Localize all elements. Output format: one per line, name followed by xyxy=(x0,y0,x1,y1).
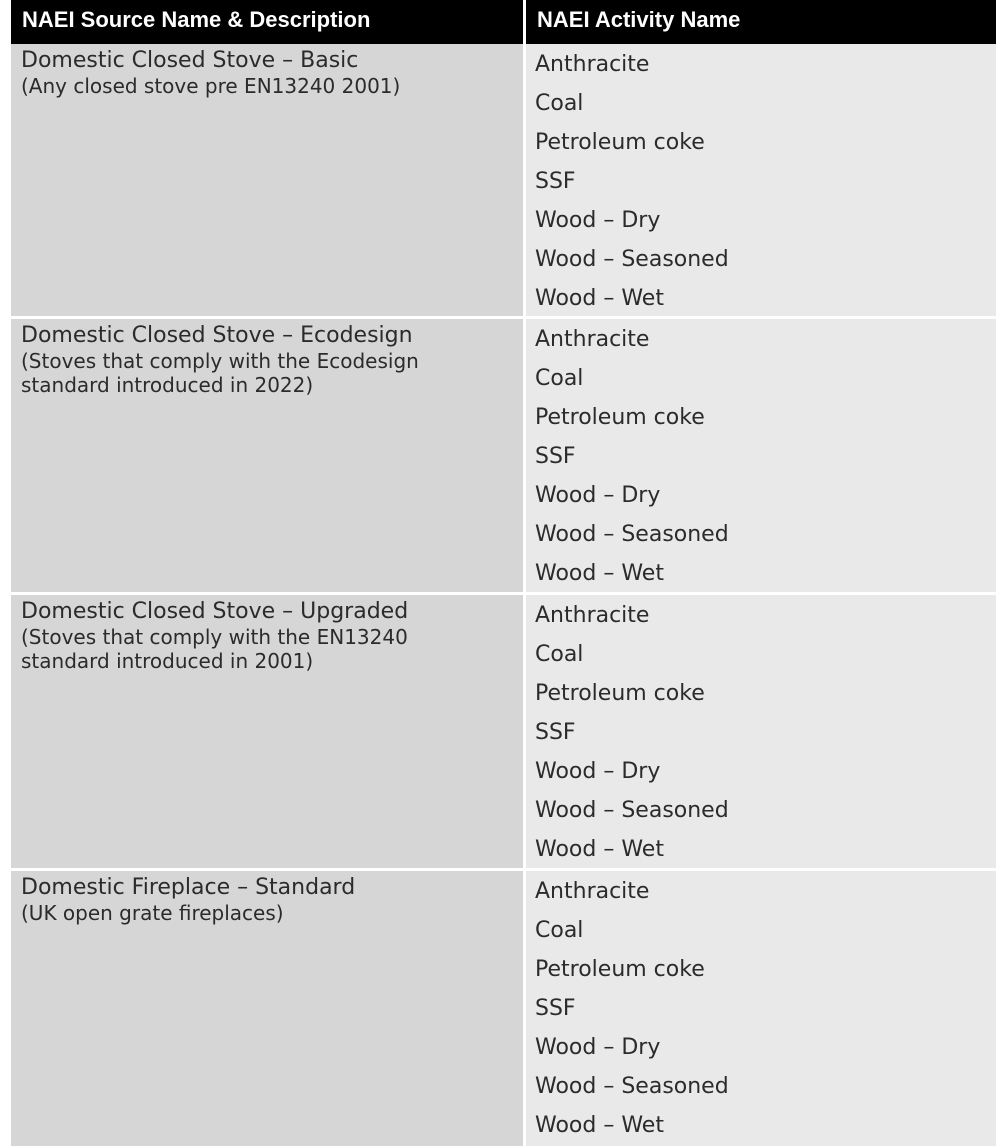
activity-item: Petroleum coke xyxy=(535,957,705,982)
table-row-group xyxy=(11,595,996,868)
activity-item: Anthracite xyxy=(535,603,650,628)
source-cell xyxy=(11,319,523,592)
source-cell xyxy=(11,871,523,1146)
activity-item: Coal xyxy=(535,366,584,391)
activity-cell xyxy=(526,871,996,1146)
activity-item: Petroleum coke xyxy=(535,130,705,155)
source-name: Domestic Closed Stove – Upgraded xyxy=(21,599,409,624)
source-name: Domestic Closed Stove – Basic xyxy=(21,48,359,73)
activity-item: SSF xyxy=(535,444,576,469)
activity-item: Wood – Seasoned xyxy=(535,1074,729,1099)
activity-item: Wood – Seasoned xyxy=(535,247,729,272)
activity-item: SSF xyxy=(535,169,576,194)
activity-item: Anthracite xyxy=(535,879,650,904)
activity-cell xyxy=(526,595,996,868)
header-source-name: NAEI Source Name & Description xyxy=(11,0,523,44)
source-name: Domestic Fireplace – Standard xyxy=(21,875,356,900)
activity-item: Wood – Wet xyxy=(535,837,664,862)
activity-cell xyxy=(526,44,996,316)
source-description: (Stoves that comply with the Ecodesign standard introduced in 2022) xyxy=(21,349,419,397)
activity-item: Wood – Dry xyxy=(535,483,661,508)
source-description: (Stoves that comply with the EN13240 standard introduced in 2001) xyxy=(21,625,408,673)
activity-item: Wood – Dry xyxy=(535,759,661,784)
activity-item: Wood – Wet xyxy=(535,561,664,586)
table-row-group xyxy=(11,871,996,1146)
source-name: Domestic Closed Stove – Ecodesign xyxy=(21,323,413,348)
activity-item: Petroleum coke xyxy=(535,405,705,430)
source-description: (Any closed stove pre EN13240 2001) xyxy=(21,74,401,98)
activity-cell xyxy=(526,319,996,592)
activity-item: Coal xyxy=(535,642,584,667)
activity-item: Wood – Wet xyxy=(535,286,664,311)
table-row-group xyxy=(11,44,996,316)
activity-item: Wood – Dry xyxy=(535,1035,661,1060)
activity-item: Coal xyxy=(535,918,584,943)
activity-item: Wood – Wet xyxy=(535,1113,664,1138)
activity-item: Wood – Seasoned xyxy=(535,522,729,547)
table-row-group xyxy=(11,319,996,592)
activity-item: Wood – Dry xyxy=(535,208,661,233)
activity-item: Coal xyxy=(535,91,584,116)
source-description: (UK open grate fireplaces) xyxy=(21,901,284,925)
activity-item: Anthracite xyxy=(535,327,650,352)
activity-item: Petroleum coke xyxy=(535,681,705,706)
activity-item: Anthracite xyxy=(535,52,650,77)
activity-item: SSF xyxy=(535,720,576,745)
source-cell xyxy=(11,44,523,316)
source-cell xyxy=(11,595,523,868)
header-activity-name: NAEI Activity Name xyxy=(526,0,996,44)
naei-table xyxy=(11,0,996,1146)
activity-item: Wood – Seasoned xyxy=(535,798,729,823)
activity-item: SSF xyxy=(535,996,576,1021)
